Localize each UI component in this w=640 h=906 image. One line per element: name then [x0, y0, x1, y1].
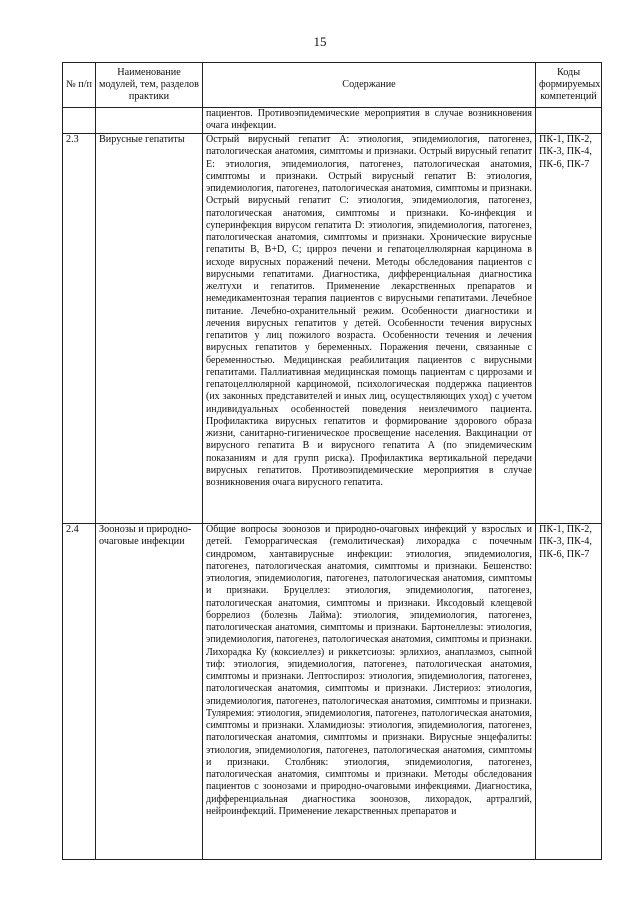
cell-content: Острый вирусный гепатит А: этиология, эпидемиология, патогенез, патологическая анатомия, симптомы и признаки. Острый вирусный гепатит Е: этиология, эпидемиология, патогенез, патологическая анатомия, симптомы и признаки. Острый вирусный гепатит В: этиология, эпидемиология, патогенез, патологическая анатомия, симптомы и признаки. Острый вирусный гепатит С: этиология, эпидемиология, патогенез, патологическая анатомия, симптомы и признаки. Ко-инфекция и суперинфекция вирусом гепатита D: этиология, эпидемиология, патогенез, патологическая анатомия, симптомы и признаки. Хронические вирусные гепатиты В, В+D, С; цирроз печени и гепатоцеллюлярная карцинома в исходе вирусных поражений печени. Методы обследования пациентов с вирусными гепатитами. Диагностика, дифференциальная диагностика желтухи и гепатитов. Применение лекарственных препаратов и немедикаментозная терапия пациентов с вирусными гепатитами. Лечебное питание. Лечебно-охранительный режим. Особенности диагностики и лечения вирусных гепатитов у детей. Особенности течения вирусных гепатитов у лиц пожилого возраста. Особенности течения и лечения вирусных гепатитов у беременных. Поражения печени, связанные с беременностью. Медицинская реабилитация пациентов с вирусными гепатитами. Паллиативная медицинская помощь пациентам с циррозами и гепатоцеллюлярной карциномой, психологическая поддержка пациентов (их законных представителей и иных лиц, осуществляющих уход) с учетом индивидуальных особенностей поведения неизлечимого пациента. Профилактика вирусных гепатитов и формирование здорового образа жизни, санитарно-гигиеническое просвещение населения. Вакцинации от вирусного гепатита В и вирусного гепатита А (по эпидемическим показаниям и для групп риска). Профилактика вертикальной передачи вирусных гепатитов. Противоэпидемические мероприятия в случае возникновения очага вирусного гепатита. — [203, 134, 536, 524]
cell-codes: ПК-1, ПК-2, ПК-3, ПК-4, ПК-6, ПК-7 — [536, 524, 602, 860]
header-module: Наименование модулей, тем, разделов практики — [96, 63, 203, 108]
cell-module: Зоонозы и природно-очаговые инфекции — [96, 524, 203, 860]
cell-module — [96, 108, 203, 134]
table-row — [63, 134, 602, 524]
cell-num: 2.4 — [63, 524, 96, 860]
header-num: № п/п — [63, 63, 96, 108]
cell-num — [63, 108, 96, 134]
table-row — [63, 524, 602, 860]
page-number: 15 — [313, 34, 327, 49]
cell-codes: ПК-1, ПК-2, ПК-3, ПК-4, ПК-6, ПК-7 — [536, 134, 602, 524]
cell-module: Вирусные гепатиты — [96, 134, 203, 524]
cell-codes — [536, 108, 602, 134]
table-row-continuation — [63, 108, 602, 134]
cell-content: Общие вопросы зоонозов и природно-очаговых инфекций у взрослых и детей. Геморрагическая (гемолитическая) лихорадка с почечным синдромом, хантавирусные инфекции: этиология, эпидемиология, патогенез, патологическая анатомия, симптомы и признаки. Бешенство: этиология, эпидемиология, патогенез, патологическая анатомия, симптомы и признаки. Бруцеллез: этиология, эпидемиология, патогенез, патологическая анатомия, симптомы и признаки. Иксодовый клещевой боррелиоз (болезнь Лайма): этиология, эпидемиология, патогенез, патологическая анатомия, симптомы и признаки. Бартонеллезы: этиология, эпидемиология, патогенез, патологическая анатомия, симптомы и признаки. Лихорадка Ку (коксиеллез) и риккетсиозы: эрлихиоз, анаплазмоз, сыпной тиф: этиология, эпидемиология, патогенез, патологическая анатомия, симптомы и признаки. Лептоспироз: этиология, эпидемиология, патогенез, патологическая анатомия, симптомы и признаки. Листериоз: этиология, эпидемиология, патогенез, патологическая анатомия, симптомы и признаки. Туляремия: этиология, эпидемиология, патогенез, патологическая анатомия, симптомы и признаки. Хламидиозы: этиология, эпидемиология, патогенез, патологическая анатомия, симптомы и признаки. Вирусные энцефалиты: этиология, эпидемиология, патогенез, патологическая анатомия, симптомы и признаки. Столбняк: этиология, эпидемиология, патогенез, патологическая анатомия, симптомы и признаки. Методы обследования пациентов с зоонозами и природно-очаговыми инфекциями. Диагностика, дифференциальная диагностика зоонозов, лихорадок, артралгий, нейроинфекций. Применение лекарственных препаратов и — [203, 524, 536, 860]
curriculum-table — [62, 62, 602, 860]
header-codes: Коды формируемых компетенций — [536, 63, 602, 108]
header-content: Содержание — [203, 63, 536, 108]
cell-num: 2.3 — [63, 134, 96, 524]
table-header-row — [63, 63, 602, 108]
cell-content: пациентов. Противоэпидемические мероприятия в случае возникновения очага инфекции. — [203, 108, 536, 134]
